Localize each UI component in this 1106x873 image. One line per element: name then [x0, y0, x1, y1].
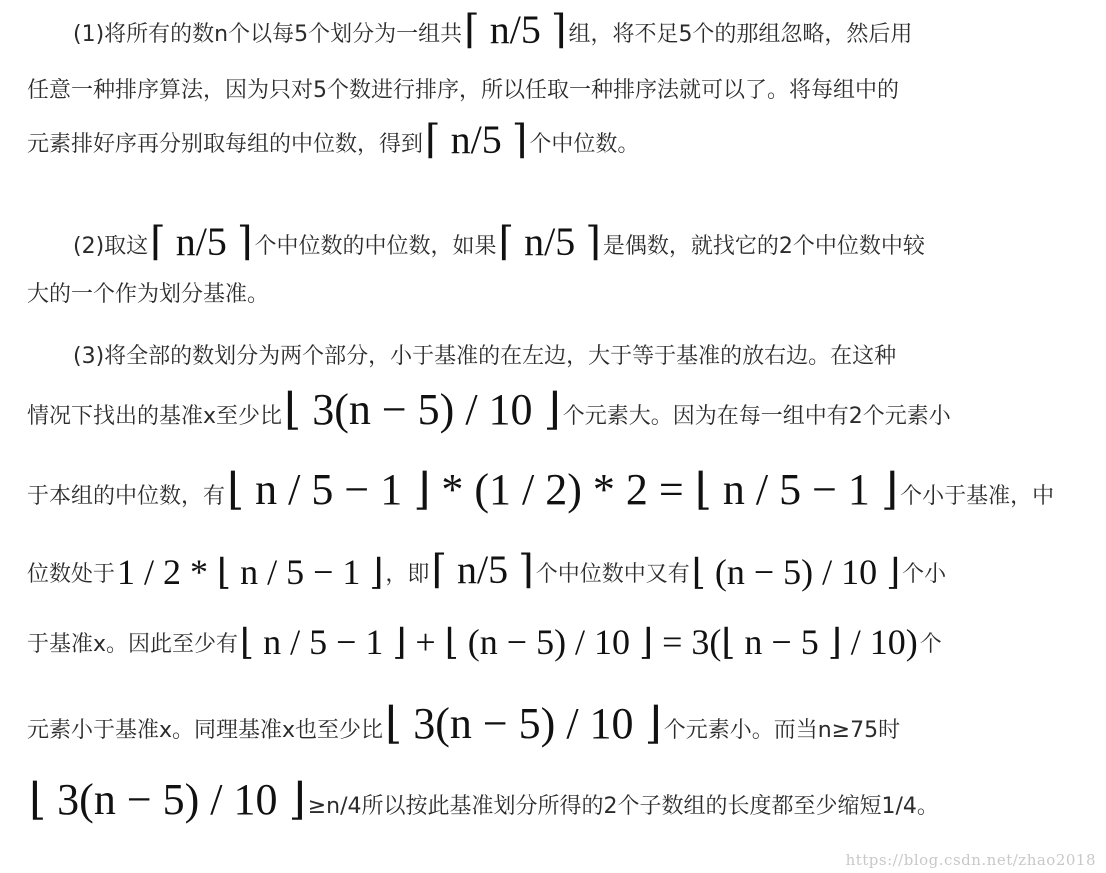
- formula: ⌊ (n − 5) / 10 ⌋: [691, 552, 901, 592]
- text-run: 个中位数的中位数，如果: [254, 234, 497, 259]
- text-run: 任意一种排序算法，因为只对5个数进行排序，所以任取一种排序法就可以了。将每组中的: [27, 78, 899, 103]
- text-run: ≥n/4所以按此基准划分所得的2个子数组的长度都至少缩短1/4。: [307, 794, 939, 819]
- text-run: 组，将不足5个的那组忽略，然后用: [568, 22, 913, 47]
- text-run: 于本组的中位数，有: [27, 484, 226, 509]
- formula: ⌈ n/5 ⌉: [498, 219, 601, 264]
- formula: ⌊ 3(n − 5) / 10 ⌋: [284, 385, 561, 434]
- paragraph-line: [27, 385, 1094, 434]
- paragraph-line: [73, 219, 1094, 264]
- text-run: 大的一个作为划分基准。: [27, 282, 270, 307]
- text-run: 是偶数，就找它的2个中位数中较: [602, 234, 925, 259]
- paragraph-line: [73, 342, 1094, 372]
- text-run: (2)取这: [73, 234, 149, 259]
- watermark-text: https://blog.csdn.net/zhao2018: [845, 851, 1096, 869]
- text-run: 个中位数。: [529, 132, 640, 157]
- formula: 1 / 2 * ⌊ n / 5 − 1 ⌋: [117, 552, 384, 592]
- formula: ⌈ n/5 ⌉: [150, 219, 253, 264]
- text-run: 个元素小。而当n≥75时: [663, 718, 901, 743]
- paragraph-line: [27, 76, 1094, 106]
- text-run: 元素排好序再分别取每组的中位数，得到: [27, 132, 424, 157]
- text-run: 个元素大。因为在每一组中有2个元素小: [562, 404, 951, 429]
- formula: ⌈ n/5 ⌉: [464, 7, 567, 52]
- text-run: 元素小于基准x。同理基准x也至少比: [27, 718, 384, 743]
- paragraph-line: [27, 280, 1094, 310]
- text-run: ，即: [385, 562, 430, 587]
- paragraph-line: [27, 624, 1094, 660]
- text-run: 于基准x。因此至少有: [27, 632, 239, 657]
- paragraph-line: [27, 465, 1094, 514]
- paragraph-line: [73, 7, 1094, 52]
- text-run: (3)将全部的数划分为两个部分，小于基准的在左边，大于等于基准的放右边。在这种: [73, 344, 897, 369]
- text-run: 个中位数中又有: [535, 562, 690, 587]
- formula: ⌊ 3(n − 5) / 10 ⌋: [29, 775, 306, 824]
- paragraph-line: [27, 547, 1094, 592]
- text-run: 情况下找出的基准x至少比: [27, 404, 283, 429]
- text-run: (1)将所有的数n个以每5个划分为一组共: [73, 22, 463, 47]
- formula: ⌊ 3(n − 5) / 10 ⌋: [385, 699, 662, 748]
- formula: ⌊ n / 5 − 1 ⌋ + ⌊ (n − 5) / 10 ⌋ = 3(⌊ n − 5 ⌋ / 10): [240, 622, 918, 662]
- paragraph-line: [27, 117, 1094, 162]
- formula: ⌈ n/5 ⌉: [425, 117, 528, 162]
- text-run: 个小: [902, 562, 947, 587]
- text-run: 位数处于: [27, 562, 116, 587]
- text-run: 个: [919, 632, 942, 657]
- formula: ⌈ n/5 ⌉: [431, 547, 534, 592]
- paragraph-line: [27, 775, 1094, 824]
- paragraph-line: [27, 699, 1094, 748]
- text-run: 个小于基准，中: [900, 484, 1055, 509]
- formula: ⌊ n / 5 − 1 ⌋ * (1 / 2) * 2 = ⌊ n / 5 − 1 ⌋: [227, 465, 899, 514]
